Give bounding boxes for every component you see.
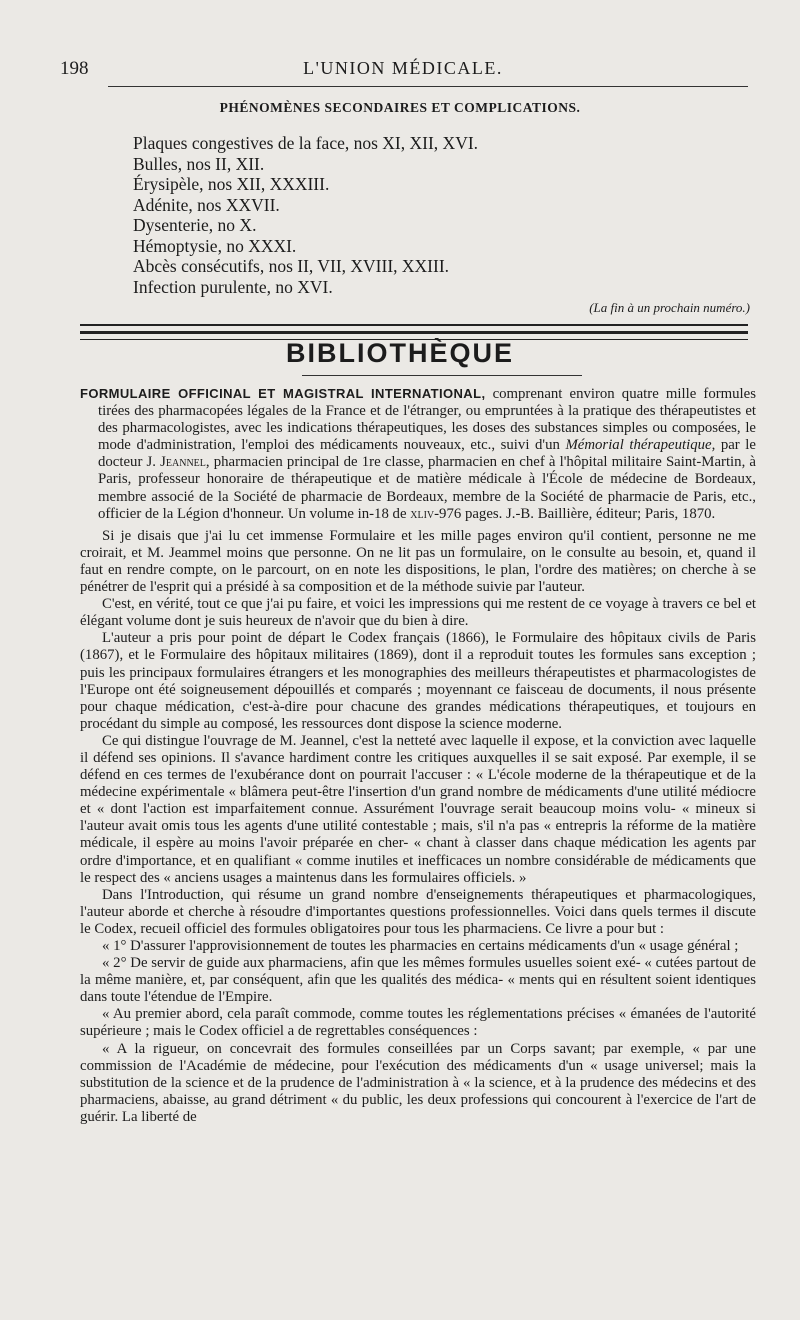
list-item: Plaques congestives de la face, nos XI, XII, XVI.: [133, 133, 479, 153]
paragraph: Si je disais que j'ai lu cet immense Formulaire et les mille pages environ qu'il contient, personne ne me croirait, et M. Jeammel moins que personne. On ne lit pas un formulaire, on le consulte au besoin, et, quand il faut en rendre compte, on le parcourt, on en note les dispositions, le plan, l'ordre des matières; on cherche à se pénétrer de l'esprit qui a présidé à sa composition et de la méthode suivie par l'auteur.: [80, 527, 756, 596]
page-number: 198: [60, 58, 89, 79]
list-item: Dysenterie, no X.: [133, 215, 257, 235]
bibliography-body: [80, 385, 756, 1126]
paragraph: « Au premier abord, cela paraît commode, comme toutes les réglementations précises « émanées de l'autorité supérieure ; mais le Codex officiel a de regrettables conséquences :: [80, 1006, 756, 1040]
running-title: L'UNION MÉDICALE.: [303, 58, 503, 78]
paragraph: Dans l'Introduction, qui résume un grand nombre d'enseignements thérapeutiques et pharmacologiques, l'auteur aborde et cherche à résoudre d'importantes questions professionnelles. Voici dans quels termes il discute le Codex, recueil officiel des formules obligatoires pour tous les pharmaciens. Ce livre a pour but :: [80, 886, 756, 937]
book-description: pages. J.-B. Baillière, éditeur; Paris, 1870.: [464, 505, 716, 522]
list-item: Infection purulente, no XVI.: [133, 276, 333, 297]
book-description: par le docteur J.: [98, 437, 756, 471]
paragraph: C'est, en vérité, tout ce que j'ai pu faire, et voici les impressions qui me restent de ce voyage à travers ce bel et élégant volume dont je suis heureux de n'avoir que du bien à dire.: [80, 596, 756, 630]
complications-list: [133, 133, 478, 297]
bibliography-rule: [302, 375, 582, 376]
book-title: FORMULAIRE OFFICINAL ET MAGISTRAL INTERNATIONAL,: [80, 386, 486, 401]
book-entry: [80, 385, 756, 523]
header-rule: [108, 86, 748, 87]
list-item: Hémoptysie, no XXXI.: [133, 235, 297, 256]
book-author: Jeannel,: [160, 454, 210, 471]
bibliography-title: BIBLIOTHÈQUE: [285, 338, 514, 368]
book-memorial: Mémorial thérapeutique,: [565, 437, 716, 454]
paragraph: « A la rigueur, on concevrait des formules conseillées par un Corps savant; par exemple, « par une commission de l'Académie de médecine, pour l'exécution des médicaments d'un « usage universel; mais la substitution de la science et de la prudence de l'administration à « la science, et à la prudence des médecins et des pharmaciens, abaisse, au grand détriment « du public, les deux professions qui concourent à l'exercice de l'art de guérir. La liberté de: [80, 1040, 756, 1125]
list-item: Abcès consécutifs, nos II, VII, XVIII, XXIII.: [133, 256, 450, 276]
paragraph: Ce qui distingue l'ouvrage de M. Jeannel, c'est la netteté avec laquelle il expose, et la conviction avec laquelle il défend ses opinions. Il s'avance hardiment contre les critiques auxquelles il se sait exposé. Par exemple, il se défend en ces termes de l'exubérance dont on pourrait l'accuser : « L'école moderne de la thérapeutique et de la médecine expérimentale « blâmera peut-être l'insertion d'un grand nombre de médicaments d'une utilité médiocre et « dont l'action est imparfaitement connue. Assurément l'ouvrage serait beaucoup moins volu- « mineux si l'auteur avait omis tous les agents d'une utilité contestable ; mais, s'il n'a pas « entrepris la réforme de la matière médicale, il espère au moins l'avoir préparée en cher- « chant à classer dans chaque médication les agents par ordre d'importance, et en qualifiant « comme inutiles et inefficaces un nombre considérable de médicaments que le respect des « anciens usages a maintenus dans les formulaires officiels. »: [80, 732, 756, 886]
paragraph: « 1° D'assurer l'approvisionnement de toutes les pharmacies en certains médicaments d'un « usage général ;: [102, 938, 739, 954]
page-header: [58, 52, 748, 82]
list-item: Érysipèle, nos XII, XXXIII.: [133, 174, 330, 194]
book-description: comprenant environ quatre mille formules tirées des pharmacopées légales de la France et de l'étranger, ou empruntées à la pratique des thérapeutistes et des pharmacologistes, avec les indications thérapeutiques, les doses des substances simples ou composées, le mode d'administration, l'emploi des médicaments nouveaux, etc., suivi d'un: [98, 386, 756, 454]
book-pages: xliv-976: [410, 505, 462, 522]
section-divider: [80, 324, 748, 332]
complications-heading: PHÉNOMÈNES SECONDAIRES ET COMPLICATIONS.: [219, 100, 581, 115]
paragraph: L'auteur a pris pour point de départ le Codex français (1866), le Formulaire des hôpitaux civils de Paris (1867), et le Formulaire des hôpitaux militaires (1869), dont il a reproduit toutes les formules sans exception ; puis les principaux formulaires étrangers et les monographies des meilleurs thérapeutistes et pharmacologistes de l'Europe ont été soigneusement dépouillés et comparés ; moyennant ce faisceau de documents, il nous présente pour chaque médication, c'est-à-dire pour chacune des grandes médications thérapeutiques, et toujours en procédant du simple au composé, les ressources dont dispose la science moderne.: [80, 630, 756, 732]
paragraph: « 2° De servir de guide aux pharmaciens, afin que les mêmes formules usuelles soient exé- « cutées partout de la même manière, et, par conséquent, afin que les qualités des médica- « ments qui en résultent soient identiques dans toute l'étendue de l'Empire.: [80, 955, 756, 1006]
list-item: Bulles, nos II, XII.: [133, 153, 265, 174]
continuation-note: (La fin à un prochain numéro.): [589, 300, 750, 315]
list-item: Adénite, nos XXVII.: [133, 194, 280, 215]
book-description: pharmacien principal de 1re classe, pharmacien en chef à l'hôpital militaire Saint-Martin, à Paris, professeur honoraire de thérapeutique et de matière médicale à l'École de médecine de Bordeaux, membre associé de la Société de pharmacie de Bordeaux, membre de la Société de pharmacie de Paris, etc., officier de la Légion d'honneur. Un volume in-18 de: [98, 454, 756, 522]
